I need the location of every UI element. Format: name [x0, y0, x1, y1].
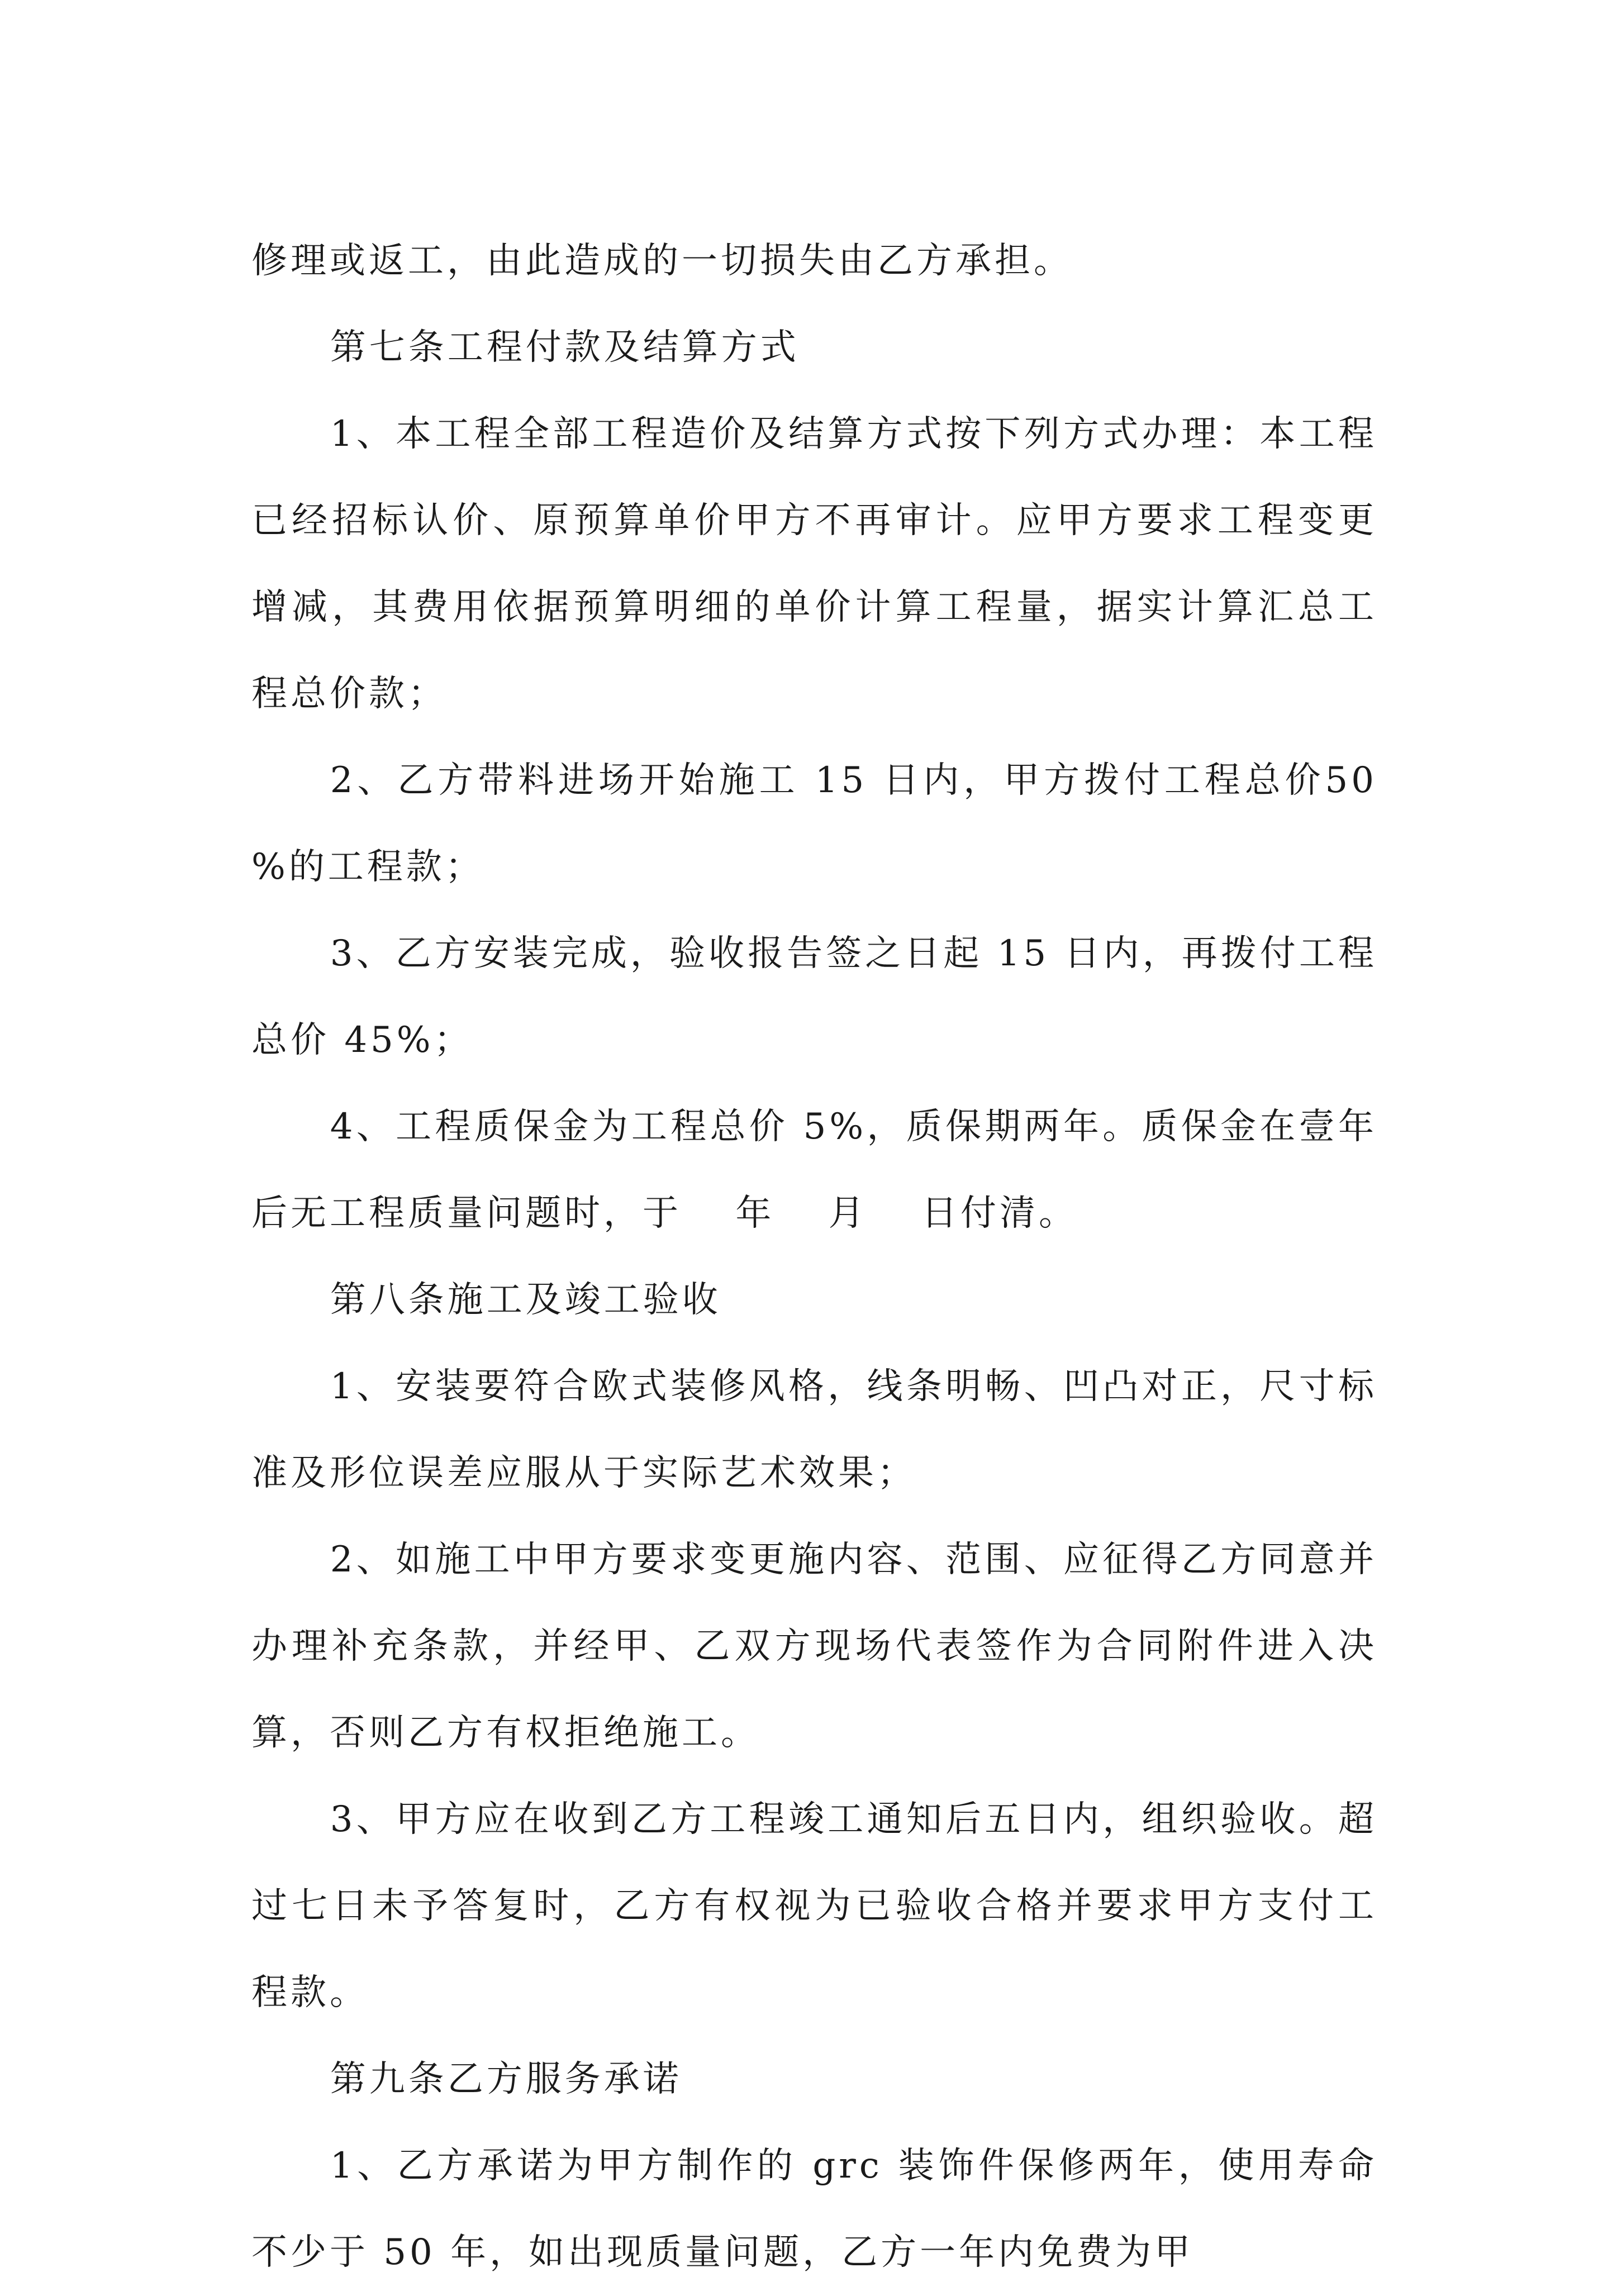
document-body — [251, 218, 1377, 2296]
section-heading-article-9: 第九条乙方服务承诺 — [330, 2059, 682, 2100]
paragraph-article-8-item-2: 2、如施工中甲方要求变更施内容、范围、应征得乙方同意并办理补充条款，并经甲、乙双方现场代表签作为合同附件进入决算，否则乙方有权拒绝施工。 — [251, 1539, 1377, 1754]
paragraph-continuation: 修理或返工，由此造成的一切损失由乙方承担。 — [251, 240, 1073, 282]
paragraph-article-7-item-3: 3、乙方安装完成，验收报告签之日起 15 日内，再拨付工程总价 45%； — [251, 933, 1377, 1061]
paragraph-article-7-item-1: 1、本工程全部工程造价及结算方式按下列方式办理：本工程已经招标认价、原预算单价甲方不再审计。应甲方要求工程变更增减，其费用依据预算明细的单价计算工程量，据实计算汇总工程总价款； — [251, 413, 1377, 714]
paragraph-article-9-item-1: 1、乙方承诺为甲方制作的 grc 装饰件保修两年，使用寿命不少于 50 年，如出现质量问题，乙方一年内免费为甲 — [251, 2145, 1377, 2273]
paragraph-article-7-item-2: 2、乙方带料进场开始施工 15 日内，甲方拨付工程总价50%的工程款； — [251, 760, 1377, 888]
section-heading-article-8: 第八条施工及竣工验收 — [330, 1279, 721, 1321]
paragraph-article-7-item-4: 4、工程质保金为工程总价 5%，质保期两年。质保金在壹年后无工程质量问题时，于 年 月 日付清。 — [251, 1106, 1377, 1234]
paragraph-article-8-item-1: 1、安装要符合欧式装修风格，线条明畅、凹凸对正，尺寸标准及形位误差应服从于实际艺术效果； — [251, 1366, 1377, 1494]
paragraph-article-8-item-3: 3、甲方应在收到乙方工程竣工通知后五日内，组织验收。超过七日未予答复时，乙方有权视为已验收合格并要求甲方支付工程款。 — [251, 1799, 1377, 2013]
section-heading-article-7: 第七条工程付款及结算方式 — [330, 327, 800, 368]
